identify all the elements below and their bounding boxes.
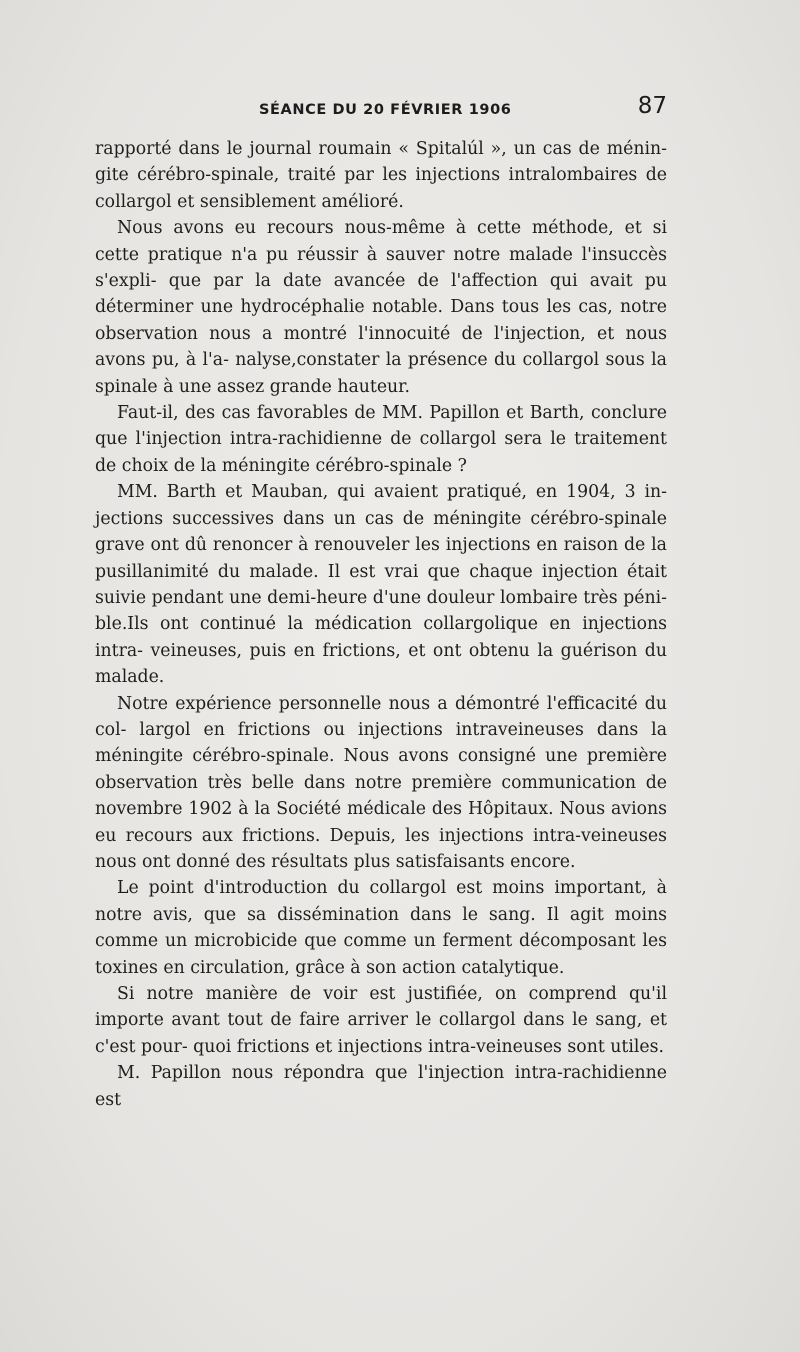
- paragraph: M. Papillon nous répondra que l'injection intra-rachidienne est: [95, 1063, 667, 1110]
- paragraph: Faut-il, des cas favorables de MM. Papillon et Barth, conclure que l'injection intra-rachidienne de collargol sera le traitement de choix de la méningite cérébro-spinale ?: [95, 403, 667, 476]
- paragraph: MM. Barth et Mauban, qui avaient pratiqué, en 1904, 3 in- jections successives dans un cas de méningite cérébro-spinale grave ont dû renoncer à renouveler les injections en raison de la pusillanimité du malade. Il est vrai que chaque injection était suivie pendant une demi-heure d'une douleur lombaire très péni- ble.Ils ont continué la médication collargolique en injections intra- veineuses, puis en frictions, et ont obtenu la guérison du malade.: [95, 482, 667, 688]
- page-header: [95, 92, 667, 124]
- body-text: [95, 136, 667, 1113]
- paragraph: Le point d'introduction du collargol est moins important, à notre avis, que sa dissémination dans le sang. Il agit moins comme un microbicide que comme un ferment décomposant les toxines en circulation, grâce à son action catalytique.: [95, 878, 667, 978]
- running-title: SÉANCE DU 20 FÉVRIER 1906: [259, 102, 512, 118]
- paragraph: Nous avons eu recours nous-même à cette méthode, et si cette pratique n'a pu réussir à sauver notre malade l'insuccès s'expli- que par la date avancée de l'affection qui avait pu déterminer une hydrocéphalie notable. Dans tous les cas, notre observation nous a montré l'innocuité de l'injection, et nous avons pu, à l'a- nalyse,constater la présence du collargol sous la spinale à une assez grande hauteur.: [95, 218, 667, 397]
- page-number: 87: [637, 93, 667, 119]
- paragraph: rapporté dans le journal roumain « Spitalúl », un cas de ménin- gite cérébro-spinale, traité par les injections intralombaires de collargol et sensiblement amélioré.: [95, 139, 667, 212]
- paragraph: Notre expérience personnelle nous a démontré l'efficacité du col- largol en frictions ou injections intraveineuses dans la méningite cérébro-spinale. Nous avons consigné une première observation très belle dans notre première communication de novembre 1902 à la Société médicale des Hôpitaux. Nous avions eu recours aux frictions. Depuis, les injections intra-veineuses nous ont donné des résultats plus satisfaisants encore.: [95, 693, 667, 872]
- paragraph: Si notre manière de voir est justifiée, on comprend qu'il importe avant tout de faire arriver le collargol dans le sang, et c'est pour- quoi frictions et injections intra-veineuses sont utiles.: [95, 984, 667, 1057]
